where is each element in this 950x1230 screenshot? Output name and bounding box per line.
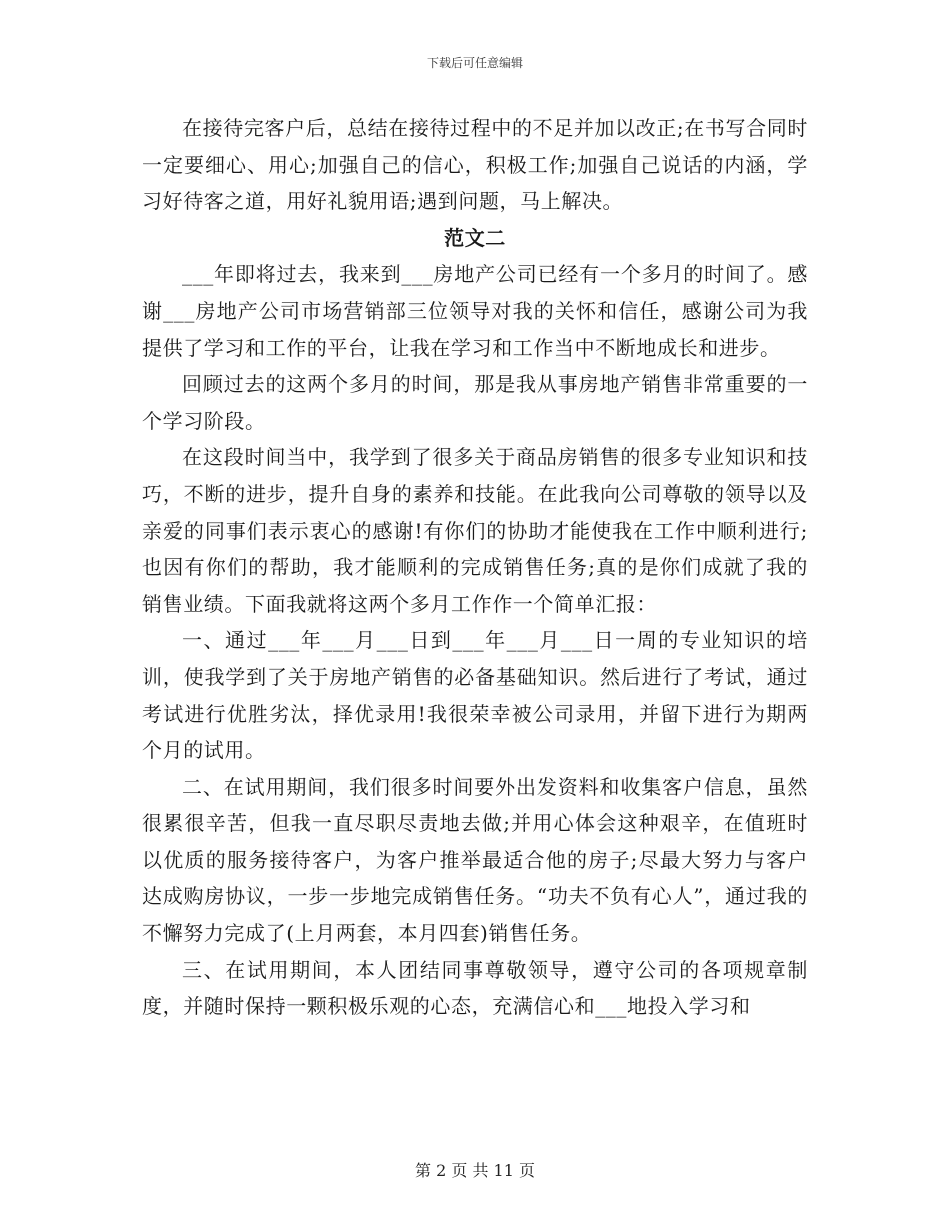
document-body [142, 110, 808, 1025]
paragraph-2: ___年即将过去，我来到___房地产公司已经有一个多月的时间了。感谢___房地产公司市场营销部三位领导对我的关怀和信任，感谢公司为我提供了学习和工作的平台，让我在学习和工作当中不断地成长和进步。 [142, 262, 808, 360]
paragraph-4: 在这段时间当中，我学到了很多关于商品房销售的很多专业知识和技巧，不断的进步，提升自身的素养和技能。在此我向公司尊敬的领导以及亲爱的同事们表示衷心的感谢!有你们的协助才能使我在工作中顺利进行;也因有你们的帮助，我才能顺利的完成销售任务;真的是你们成就了我的销售业绩。下面我就将这两个多月工作作一个简单汇报： [142, 445, 808, 616]
paragraph-3: 回顾过去的这两个多月的时间，那是我从事房地产销售非常重要的一个学习阶段。 [142, 372, 808, 433]
section-heading: 范文二 [444, 225, 506, 250]
page-header-note: 下载后可任意编辑 [426, 56, 523, 70]
paragraph-6: 二、在试用期间，我们很多时间要外出发资料和收集客户信息，虽然很累很辛苦，但我一直尽职尽责地去做;并用心体会这种艰辛，在值班时以优质的服务接待客户，为客户推举最适合他的房子;尽最大努力与客户达成购房协议，一步一步地完成销售任务。“功夫不负有心人”，通过我的不懈努力完成了(上月两套，本月四套)销售任务。 [142, 774, 808, 946]
paragraph-5: 一、通过___年___月___日到___年___月___日一周的专业知识的培训，使我学到了关于房地产销售的必备基础知识。然后进行了考试，通过考试进行优胜劣汰，择优录用!我很荣幸被公司录用，并留下进行为期两个月的试用。 [142, 628, 808, 763]
page-number-footer: 第 2 页 共 11 页 [415, 1161, 535, 1180]
paragraph-7: 三、在试用期间，本人团结同事尊敬领导，遵守公司的各项规章制度，并随时保持一颗积极乐观的心态，充满信心和___地投入学习和 [142, 957, 808, 1019]
paragraph-1: 在接待完客户后，总结在接待过程中的不足并加以改正;在书写合同时一定要细心、用心;加强自己的信心，积极工作;加强自己说话的内涵，学习好待客之道，用好礼貌用语;遇到问题，马上解决。 [142, 116, 808, 214]
